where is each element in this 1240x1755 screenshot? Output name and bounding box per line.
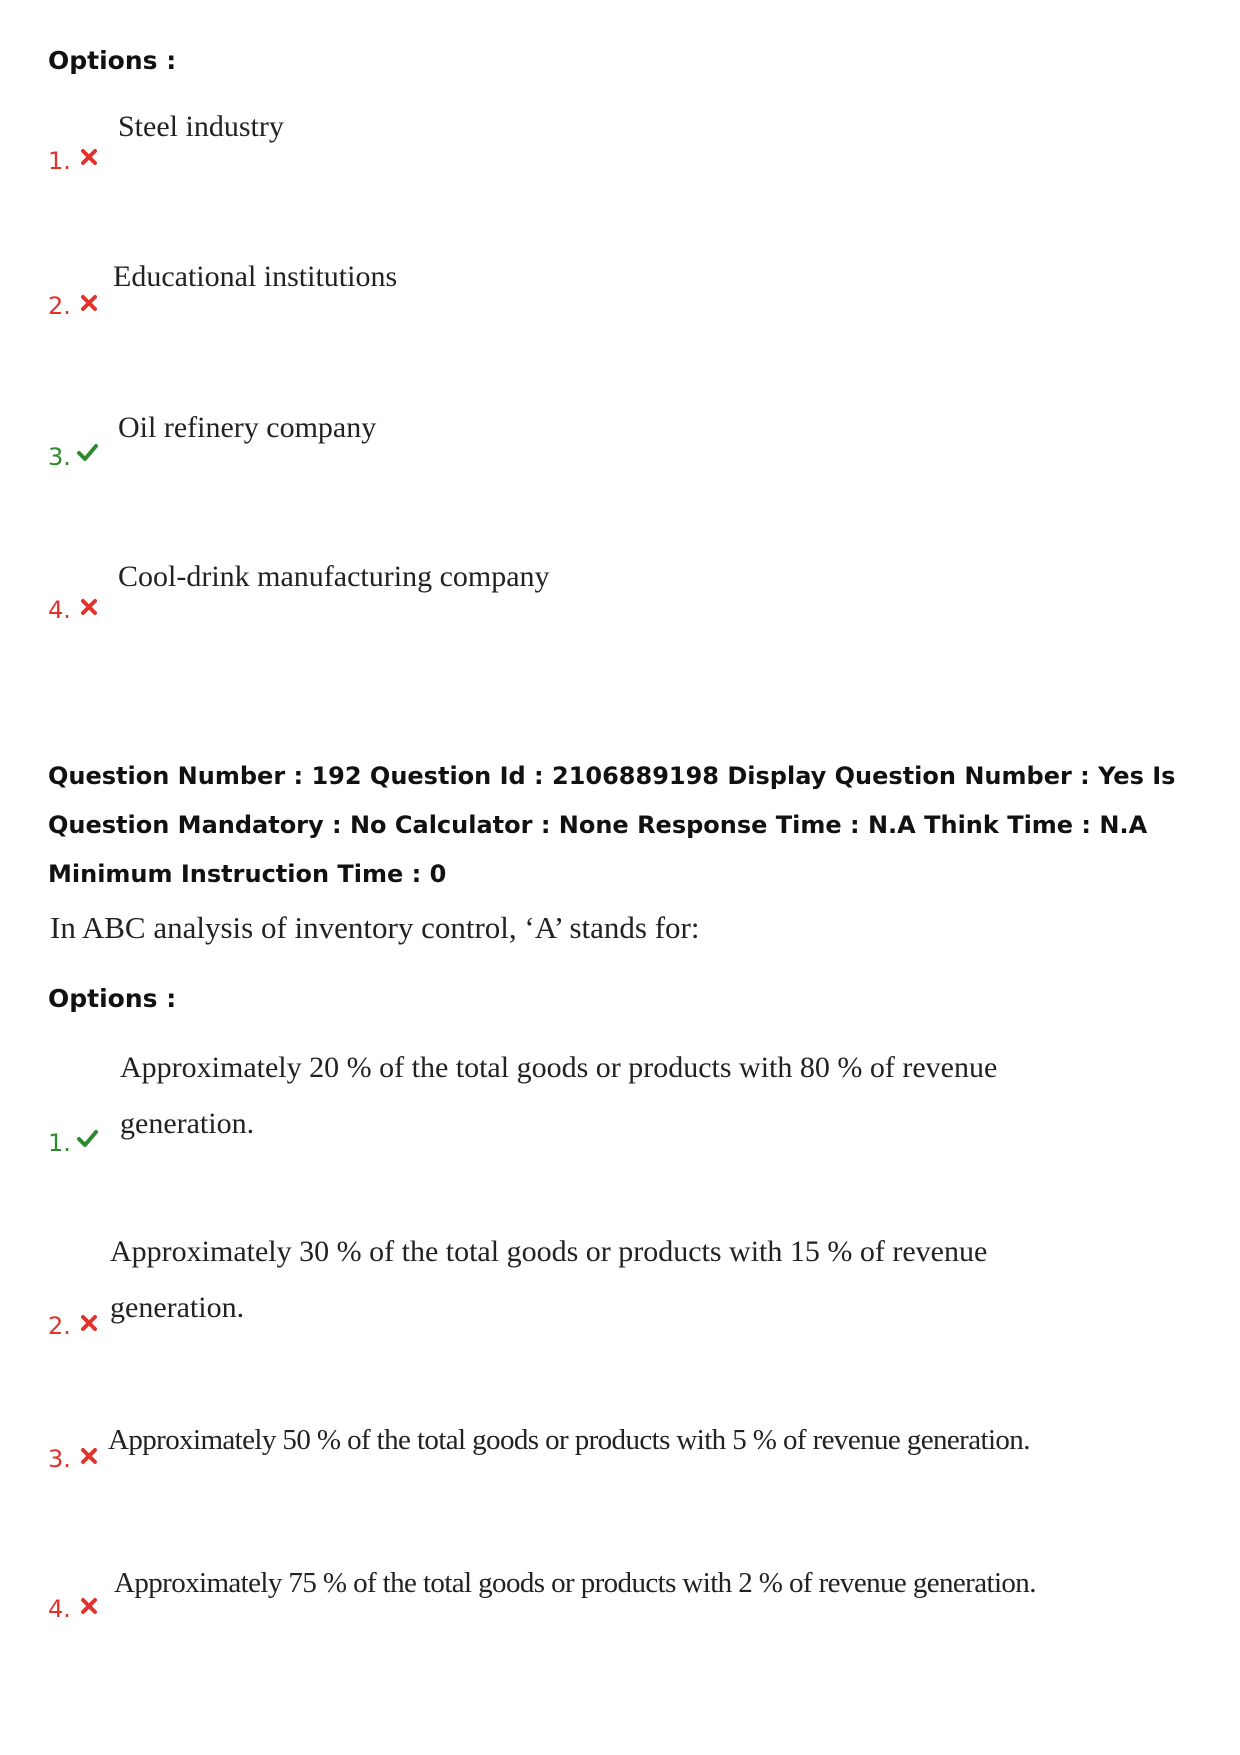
option-text: Approximately 20 % of the total goods or products with 80 % of revenue generation. <box>120 1051 998 1140</box>
options-label: Options : <box>48 984 177 1013</box>
option-text: Approximately 75 % of the total goods or products with 2 % of revenue generation. <box>114 1567 1036 1599</box>
option-text: Cool-drink manufacturing company <box>118 560 550 593</box>
option-number: 3. <box>48 443 71 471</box>
option-number: 1. <box>48 147 71 175</box>
option-number: 1. <box>48 1129 71 1157</box>
options-label: Options : <box>48 46 177 75</box>
question-text: In ABC analysis of inventory control, ‘A’ stands for: <box>50 910 700 945</box>
option-number: 2. <box>48 292 71 320</box>
option-text: Educational institutions <box>113 260 398 293</box>
option-text: Oil refinery company <box>118 411 377 444</box>
cross-icon <box>78 1595 100 1617</box>
check-icon <box>76 1127 98 1149</box>
question-meta: Question Number : 192 Question Id : 2106889198 Display Question Number : Yes Is Question Mandatory : No Calculator : None Response Time : N.A Think Time : N.A Minimum Instruction Time : 0 <box>48 762 1176 888</box>
option-number: 4. <box>48 596 71 624</box>
cross-icon <box>78 1445 100 1467</box>
option-text: Approximately 30 % of the total goods or products with 15 % of revenue generation. <box>110 1235 988 1324</box>
option-number: 2. <box>48 1312 71 1340</box>
option-text: Steel industry <box>118 110 284 143</box>
cross-icon <box>78 146 100 168</box>
check-icon <box>76 441 98 463</box>
option-text: Approximately 50 % of the total goods or products with 5 % of revenue generation. <box>108 1424 1030 1456</box>
cross-icon <box>78 1312 100 1334</box>
option-number: 4. <box>48 1595 71 1623</box>
cross-icon <box>78 596 100 618</box>
option-number: 3. <box>48 1445 71 1473</box>
cross-icon <box>78 292 100 314</box>
